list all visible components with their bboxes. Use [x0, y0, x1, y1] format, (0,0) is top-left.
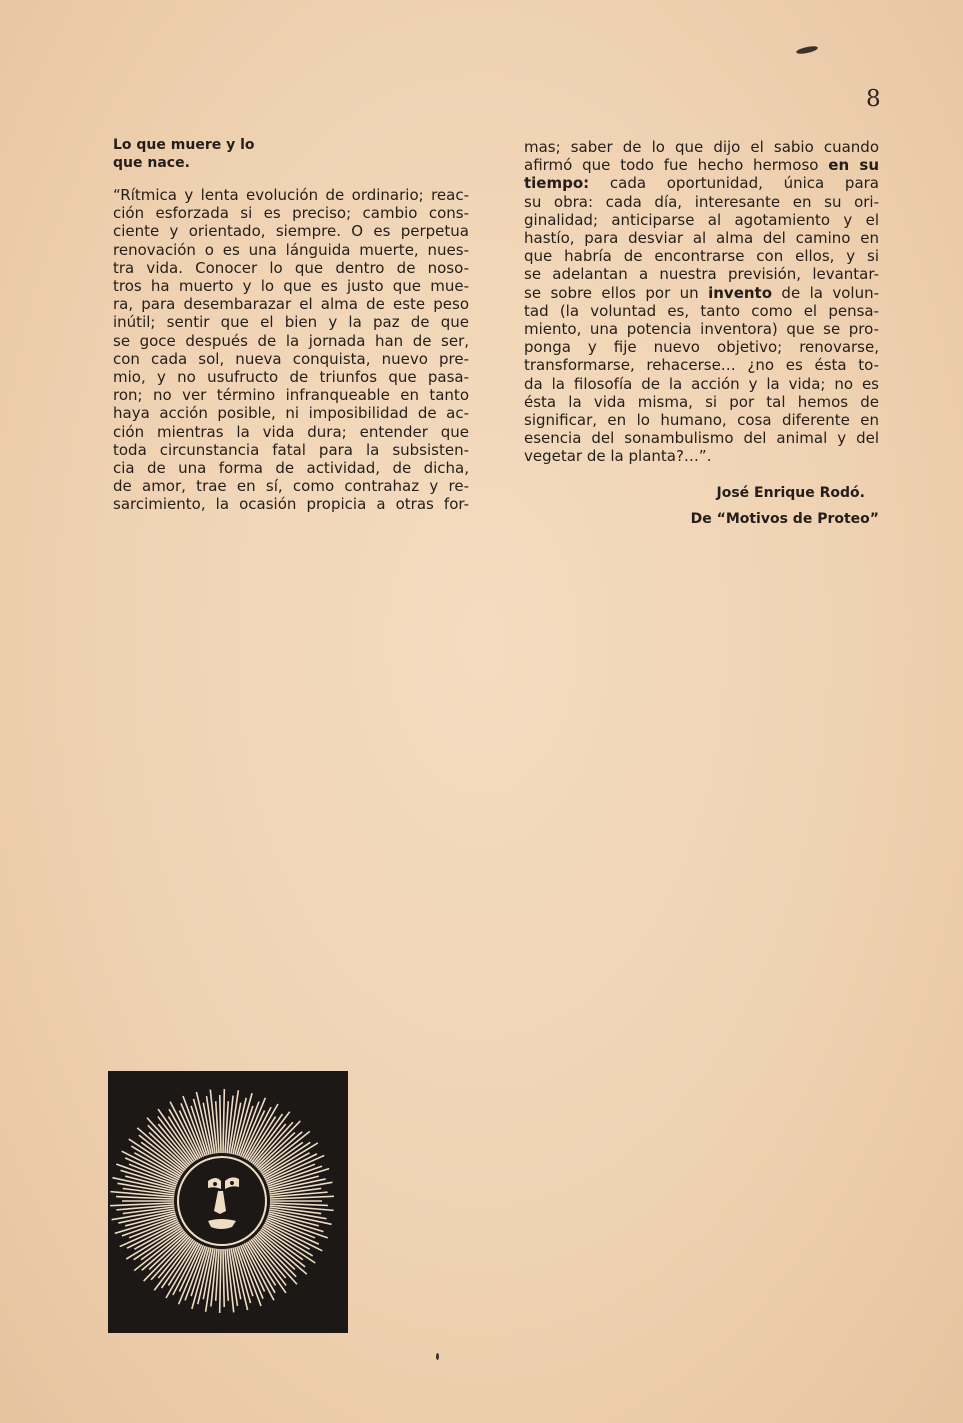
paper-speck: [796, 45, 819, 55]
text-line: miento, una potencia inventora) que se pro-: [524, 320, 879, 339]
text-line: significar, en lo humano, cosa diferente en: [524, 411, 879, 430]
text-line: su obra: cada día, interesante en su ori-: [524, 192, 879, 211]
text-line: mio, y no usufructo de triunfos que pasa-: [113, 368, 469, 387]
text-line: de amor, trae en sí, como contrahaz y re-: [113, 477, 469, 496]
text-line: tros ha muerto y lo que es justo que mue-: [113, 277, 469, 296]
text-line: hastío, para desviar al alma del camino en: [524, 229, 879, 248]
heading-line: que nace.: [113, 155, 190, 171]
text-run: de la volun-: [772, 283, 879, 302]
bold-run: invento: [708, 283, 773, 302]
sun-ray: [260, 1231, 305, 1267]
text-line: ción esforzada si es preciso; cambio cons-: [113, 204, 469, 223]
text-line: tra vida. Conocer lo que dentro de noso-: [113, 258, 469, 277]
section-heading: [113, 136, 469, 172]
bold-run: tiempo:: [524, 174, 590, 193]
text-line: mas; saber de lo que dijo el sabio cuando: [524, 138, 879, 156]
text-line: esencia del sonambulismo del animal y del: [524, 429, 879, 448]
text-run: cada oportunidad, única para: [589, 174, 879, 193]
bold-run: en su: [828, 156, 879, 175]
text-line: ciente y orientado, siempre. O es perpetua: [113, 222, 469, 241]
sun-ray: [251, 1239, 286, 1285]
text-line: transformarse, rehacerse… ¿no es ésta to-: [524, 356, 879, 375]
attribution: [524, 480, 879, 532]
paper-speck: [436, 1353, 439, 1360]
text-line: ponga y fije nuevo objetivo; renovarse,: [524, 338, 879, 357]
text-line: [524, 284, 879, 302]
text-line: ésta la vida misma, si por tal hemos de: [524, 392, 879, 411]
sun-ray: [223, 1249, 224, 1307]
page-number: 8: [866, 86, 881, 112]
text-line: ra, para desembarazar el alma de este peso: [113, 295, 469, 314]
sun-ray: [139, 1135, 184, 1171]
right-column: [524, 138, 879, 532]
quote-continuation: [524, 138, 879, 466]
quote-body: [113, 186, 469, 514]
text-line: “Rítmica y lenta evolución de ordinario; reac-: [113, 186, 469, 204]
sun-ray: [223, 1089, 224, 1153]
heading-line: Lo que muere y lo: [113, 137, 255, 153]
text-line: con cada sol, nueva conquista, nuevo pre-: [113, 349, 469, 368]
text-line-last: vegetar de la planta?…”.: [524, 447, 712, 466]
sun-ray: [220, 1095, 221, 1153]
text-line: tad (la voluntad es, tanto como el pensa-: [524, 301, 879, 320]
text-line: que habría de encontrarse con ellos, y si: [524, 247, 879, 266]
sun-ray: [158, 1117, 193, 1163]
text-line: [524, 174, 879, 192]
text-line: renovación o es una lánguida muerte, nues-: [113, 240, 469, 259]
sun-face-illustration: [108, 1071, 348, 1333]
text-line: ginalidad; anticiparse al agotamiento y el: [524, 210, 879, 229]
text-line: inútil; sentir que el bien y la paz de que: [113, 313, 469, 332]
left-column: [113, 136, 469, 514]
sun-face-icon: [108, 1071, 348, 1333]
text-run: afirmó que todo fue hecho hermoso: [524, 156, 829, 175]
text-line: se adelantan a nuestra previsión, levantar-: [524, 265, 879, 284]
text-run: se sobre ellos por un: [524, 283, 709, 302]
sun-ray: [220, 1249, 221, 1313]
text-line: ción mientras la vida dura; entender que: [113, 422, 469, 441]
text-line: se goce después de la jornada han de ser,: [113, 331, 469, 350]
text-line: haya acción posible, ni imposibilidad de ac-: [113, 404, 469, 423]
text-line: sarcimiento, la ocasión propicia a otras for-: [113, 495, 469, 514]
text-line: da la filosofía de la acción y la vida; no es: [524, 374, 879, 393]
text-line: [524, 156, 879, 174]
text-line: ron; no ver término infranqueable en tanto: [113, 386, 469, 405]
text-line: toda circunstancia fatal para la subsisten-: [113, 440, 469, 459]
text-line: cia de una forma de actividad, de dicha,: [113, 459, 469, 478]
author-name: José Enrique Rodó.: [716, 484, 865, 501]
source-title: De “Motivos de Proteo”: [690, 510, 879, 527]
